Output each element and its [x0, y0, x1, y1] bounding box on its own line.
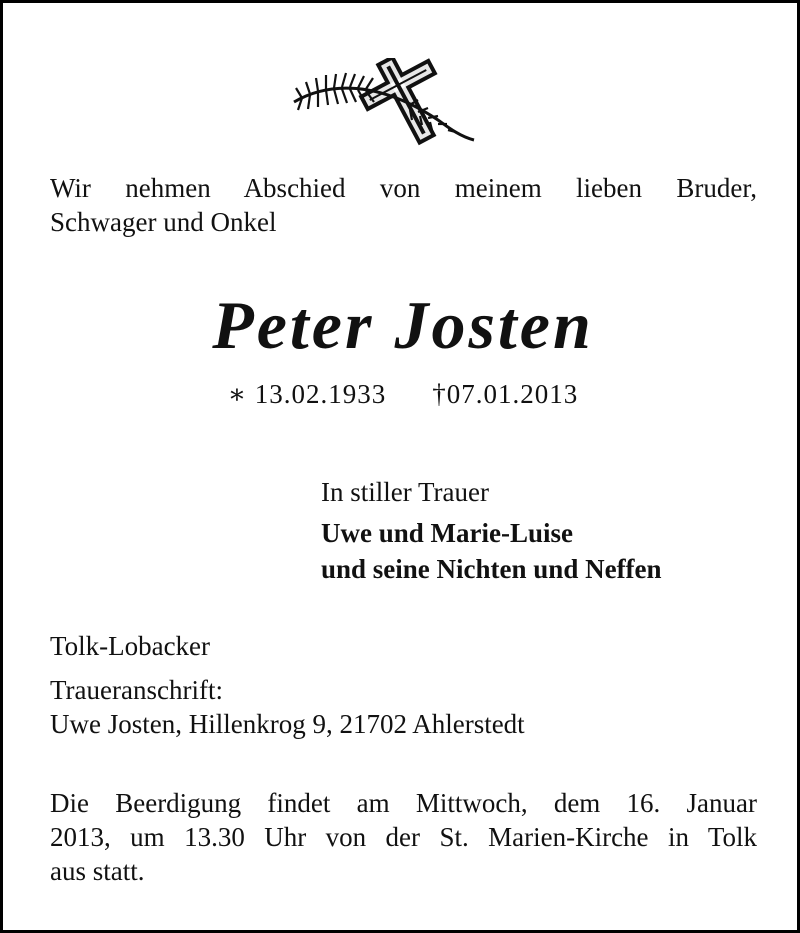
address-value: Uwe Josten, Hillenkrog 9, 21702 Ahlerstedt: [50, 709, 525, 739]
mourning-address: [50, 673, 525, 741]
funeral-line: Die Beerdigung findet am Mittwoch, dem 16. Januar: [50, 788, 757, 818]
mourning-intro: In stiller Trauer: [321, 477, 489, 507]
address-label: Traueranschrift:: [50, 675, 223, 705]
birth-symbol: ∗: [227, 379, 248, 409]
intro-text: [50, 171, 757, 239]
death-symbol: †: [432, 379, 447, 409]
cross-with-palm-branch-icon: [288, 58, 478, 146]
intro-line: Wir nehmen Abschied von meinem lieben Bruder,: [50, 173, 757, 203]
life-dates: [3, 377, 800, 411]
funeral-info: [50, 786, 757, 888]
death-date: 07.01.2013: [446, 379, 579, 409]
deceased-name: Peter Josten: [212, 287, 594, 363]
place: Tolk-Lobacker: [50, 631, 211, 661]
intro-line: Schwager und Onkel: [50, 207, 277, 237]
birth-date: 13.02.1933: [254, 379, 387, 409]
mourner-line: und seine Nichten und Neffen: [321, 554, 662, 584]
funeral-line: 2013, um 13.30 Uhr von der St. Marien-Kirche in Tolk: [50, 822, 757, 852]
mourner-line: Uwe und Marie-Luise: [321, 518, 573, 548]
mourners-list: [321, 515, 662, 587]
funeral-line: aus statt.: [50, 856, 145, 886]
